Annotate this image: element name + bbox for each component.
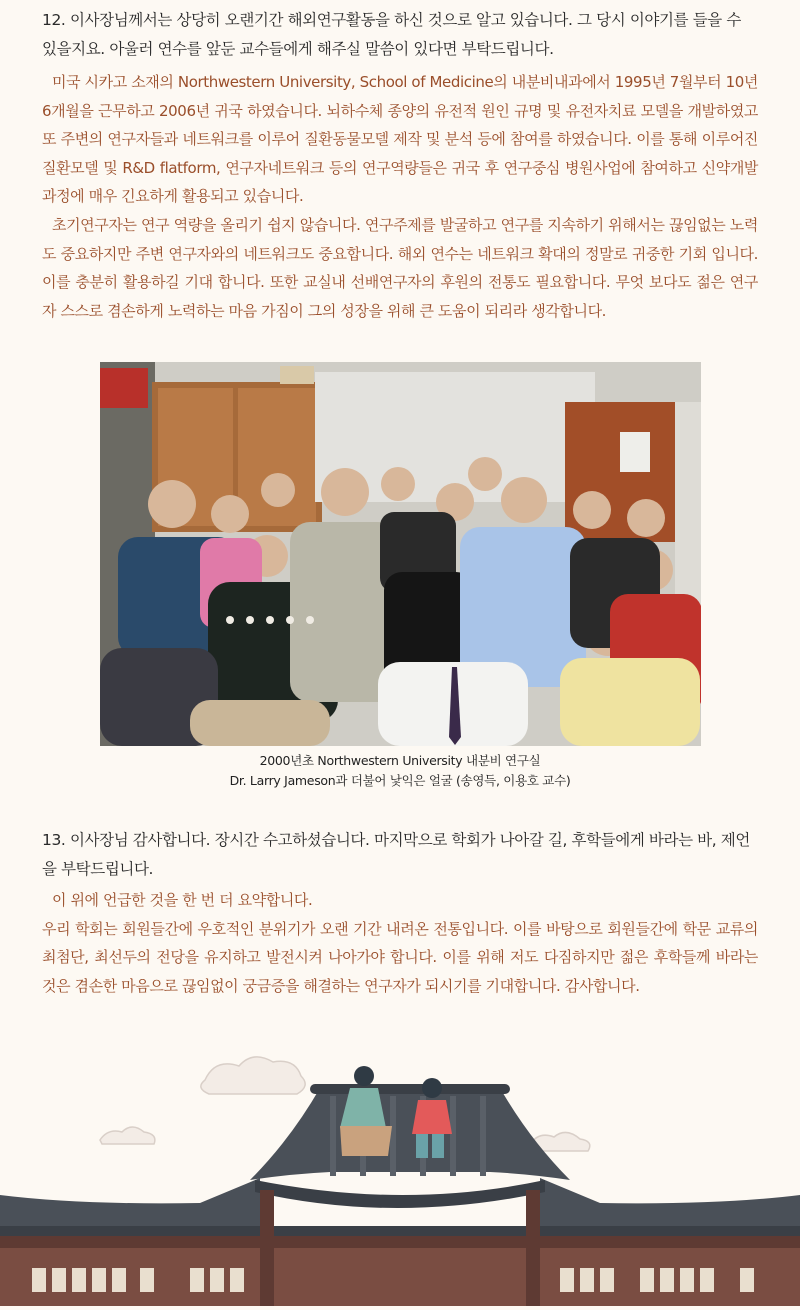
traditional-roof-illustration [0,1030,800,1306]
answer-13-paragraph-1: 이 위에 언급한 것을 한 번 더 요약합니다. [52,891,313,909]
cloud-icon [201,1057,305,1094]
answer-13 [42,886,758,1000]
question-12: 12. 이사장님께서는 상당히 오랜기간 해외연구활동을 하신 것으로 알고 있습니다. 그 당시 이야기를 들을 수 있을지요. 아울러 연수를 앞둔 교수들에게 해주실 말씀이 있다면 부탁드립니다. [42,11,741,58]
answer-12-paragraph-2: 초기연구자는 연구 역량을 올리기 쉽지 않습니다. 연구주제를 발굴하고 연구를 지속하기 위해서는 끊임없는 노력도 중요하지만 주변 연구자와의 네트워크도 중요합니다. 해외 연수는 네트워크 확대의 정말로 귀중한 기회 입니다. 이를 충분히 활용하길 기대 합니다. 또한 교실내 선배연구자의 후원의 전통도 필요합니다. 무엇 보다도 젊은 연구자 스스로 겸손하게 노력하는 마음 가짐이 그의 성장을 위해 큰 도움이 되리라 생각합니다. [42,215,758,320]
photo-caption-line-2: Dr. Larry Jameson과 더불어 낯익은 얼굴 (송영득, 이용호 교수) [229,773,571,788]
group-photo [100,362,701,746]
question-13: 13. 이사장님 감사합니다. 장시간 수고하셨습니다. 마지막으로 학회가 나아갈 길, 후학들에게 바라는 바, 제언을 부탁드립니다. [42,831,750,878]
answer-12-paragraph-1: 미국 시카고 소재의 Northwestern University, School of Medicine의 내분비내과에서 1995년 7월부터 10년 6개월을 근무하고 2006년 귀국 하였습니다. 뇌하수체 종양의 유전적 원인 규명 및 유전자치료 모델을 개발하였고 또 주변의 연구자들과 네트워크를 이루어 질환동물모델 제작 및 분석 등에 참여를 하였습니다. 이를 통해 이루어진 질환모델 및 R&D flatform, 연구자네트워크 등의 연구역량들은 귀국 후 연구중심 병원사업에 참여하고 신약개발과정에 매우 긴요하게 활용되고 있습니다. [42,73,758,206]
photo-caption-line-1: 2000년초 Northwestern University 내분비 연구실 [259,753,541,768]
answer-12 [42,68,758,325]
answer-13-paragraph-2: 우리 학회는 회원들간에 우호적인 분위기가 오랜 기간 내려온 전통입니다. 이를 바탕으로 회원들간에 학문 교류의 최첨단, 최선두의 전당을 유지하고 발전시켜 나아가야 합니다. 이를 위해 저도 다짐하지만 젊은 후학들께 바라는 것은 겸손한 마음으로 끊임없이 궁금증을 해결하는 연구자가 되시기를 기대합니다. 감사합니다. [42,919,758,995]
